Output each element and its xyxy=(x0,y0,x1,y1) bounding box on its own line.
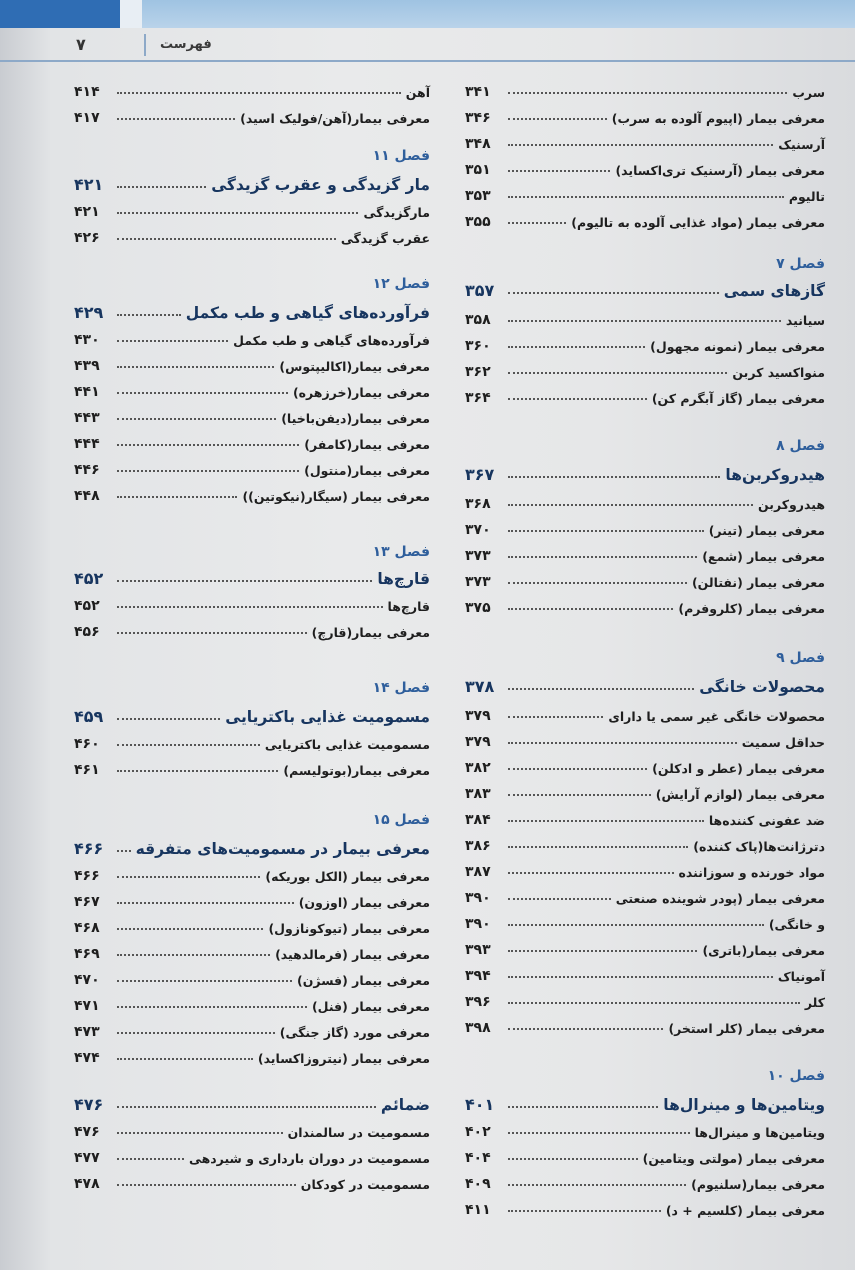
dot-leader xyxy=(117,314,181,316)
entry-title: معرفی بیمار(منتول) xyxy=(304,463,430,478)
entry-page-number: ۳۷۵ xyxy=(465,600,491,616)
toc-entry[interactable] xyxy=(74,1040,430,1066)
entry-title: معرفی بیمار(کامفر) xyxy=(304,437,430,452)
dot-leader xyxy=(117,496,237,498)
entry-page-number: ۳۴۶ xyxy=(465,110,491,126)
entry-title: محصولات خانگی xyxy=(699,678,825,696)
dot-leader xyxy=(508,688,694,690)
dot-leader xyxy=(508,716,603,718)
dot-leader xyxy=(117,340,228,342)
entry-title: معرفی بیمار(اکالیپتوس) xyxy=(279,359,430,374)
entry-title: ضمائم xyxy=(380,1096,430,1114)
entry-page-number: ۴۲۹ xyxy=(74,303,104,322)
dot-leader xyxy=(508,742,737,744)
entry-title: هیدروکربن‌ها xyxy=(725,466,825,484)
dot-leader xyxy=(117,118,235,120)
entry-page-number: ۴۲۶ xyxy=(74,230,100,246)
toc-entry[interactable] xyxy=(74,100,430,126)
dot-leader xyxy=(508,170,610,172)
entry-page-number: ۳۹۰ xyxy=(465,916,491,932)
entry-page-number: ۴۶۶ xyxy=(74,868,100,884)
entry-title: عقرب گزیدگی xyxy=(340,231,430,246)
dot-leader xyxy=(508,196,784,198)
entry-title: حداقل سمیت xyxy=(741,735,825,750)
entry-title: قارچ‌ها xyxy=(377,570,430,588)
toc-entry[interactable] xyxy=(465,984,825,1010)
dot-leader xyxy=(508,320,781,322)
toc-entry[interactable] xyxy=(465,802,825,828)
dot-leader xyxy=(508,398,647,400)
toc-entry[interactable] xyxy=(74,400,430,426)
chapter-label: فصل ۱۲ xyxy=(372,276,430,292)
toc-entry[interactable] xyxy=(74,936,430,962)
entry-page-number: ۴۰۹ xyxy=(465,1176,491,1192)
entry-page-number: ۳۷۳ xyxy=(465,548,491,564)
toc-entry[interactable] xyxy=(74,1114,430,1140)
dot-leader xyxy=(508,768,647,770)
entry-title: ضد عفونی کننده‌ها xyxy=(708,813,825,828)
toc-entry[interactable] xyxy=(465,564,825,590)
entry-page-number: ۴۷۱ xyxy=(74,998,100,1014)
toc-entry[interactable] xyxy=(465,1166,825,1192)
dot-leader xyxy=(117,876,260,878)
entry-title: معرفی بیمار (مولتی ویتامین) xyxy=(642,1151,825,1166)
dot-leader xyxy=(117,954,270,956)
dot-leader xyxy=(117,928,263,930)
dot-leader xyxy=(117,1106,376,1108)
entry-title: معرفی بیمار (کلر استخر) xyxy=(668,1021,825,1036)
top-band-gap xyxy=(120,0,142,28)
toc-entry[interactable] xyxy=(74,988,430,1014)
entry-page-number: ۳۶۴ xyxy=(465,390,491,406)
entry-page-number: ۴۵۹ xyxy=(74,707,104,726)
dot-leader xyxy=(508,118,607,120)
dot-leader xyxy=(508,292,719,294)
entry-title: مسمومیت در کودکان xyxy=(300,1177,430,1192)
entry-page-number: ۴۰۱ xyxy=(465,1095,495,1114)
dot-leader xyxy=(117,92,401,94)
toc-entry[interactable] xyxy=(74,614,430,640)
entry-title: معرفی بیمار (کلروفرم) xyxy=(678,601,825,616)
dot-leader xyxy=(117,1132,283,1134)
entry-title: معرفی بیمار (نیتروزاکساید) xyxy=(257,1051,430,1066)
entry-page-number: ۴۴۳ xyxy=(74,410,100,426)
entry-title: معرفی بیمار (کلسیم + د) xyxy=(665,1203,825,1218)
entry-title: مسمومیت غذایی باکتریایی xyxy=(225,708,430,726)
dot-leader xyxy=(508,1028,663,1030)
toc-chapter-heading[interactable] xyxy=(465,274,825,300)
dot-leader xyxy=(508,608,673,610)
dot-leader xyxy=(508,976,773,978)
toc-entry[interactable] xyxy=(465,178,825,204)
toc-entry[interactable] xyxy=(465,698,825,724)
toc-entry[interactable] xyxy=(465,328,825,354)
entry-page-number: ۳۶۸ xyxy=(465,496,491,512)
dot-leader xyxy=(508,556,697,558)
dot-leader xyxy=(508,530,704,532)
entry-title: معرفی بیمار در مسمومیت‌های متفرقه xyxy=(135,840,430,858)
toc-entry[interactable] xyxy=(465,354,825,380)
entry-page-number: ۴۷۸ xyxy=(74,1176,100,1192)
entry-page-number: ۴۱۷ xyxy=(74,110,100,126)
toc-entry[interactable] xyxy=(465,152,825,178)
toc-entry[interactable] xyxy=(74,194,430,220)
entry-page-number: ۴۴۶ xyxy=(74,462,100,478)
toc-entry[interactable] xyxy=(74,74,430,100)
entry-title: معرفی بیمار(قارچ) xyxy=(311,625,430,640)
chapter-label: فصل ۱۰ xyxy=(767,1068,825,1084)
entry-title: کلر xyxy=(804,995,825,1010)
entry-page-number: ۳۵۸ xyxy=(465,312,491,328)
dot-leader xyxy=(508,846,688,848)
entry-page-number: ۳۸۶ xyxy=(465,838,491,854)
toc-entry[interactable] xyxy=(74,588,430,614)
toc-entry[interactable] xyxy=(465,1010,825,1036)
toc-chapter-heading[interactable] xyxy=(465,1088,825,1114)
dot-leader xyxy=(117,580,372,582)
entry-page-number: ۳۷۸ xyxy=(465,677,495,696)
entry-title: آهن xyxy=(405,85,430,100)
entry-page-number: ۳۹۴ xyxy=(465,968,491,984)
entry-title: آمونیاک xyxy=(777,969,825,984)
header-title: فهرست xyxy=(160,37,212,52)
entry-page-number: ۳۵۳ xyxy=(465,188,491,204)
toc-entry[interactable] xyxy=(74,426,430,452)
entry-page-number: ۳۷۹ xyxy=(465,708,491,724)
toc-entry[interactable] xyxy=(74,322,430,348)
dot-leader xyxy=(508,950,697,952)
dot-leader xyxy=(117,444,299,446)
dot-leader xyxy=(117,418,276,420)
entry-page-number: ۳۵۷ xyxy=(465,281,495,300)
entry-page-number: ۴۷۰ xyxy=(74,972,100,988)
toc-chapter-heading[interactable] xyxy=(465,670,825,696)
toc-entry[interactable] xyxy=(465,906,825,932)
entry-title: مواد خورنده و سوزاننده xyxy=(678,865,825,880)
dot-leader xyxy=(117,212,358,214)
toc-chapter-heading[interactable] xyxy=(74,700,430,726)
entry-title: معرفی بیمار (لوازم آرایش) xyxy=(655,787,825,802)
entry-page-number: ۳۷۰ xyxy=(465,522,491,538)
chapter-label: فصل ۱۱ xyxy=(372,148,430,164)
entry-page-number: ۴۶۰ xyxy=(74,736,100,752)
toc-entry[interactable] xyxy=(74,374,430,400)
dot-leader xyxy=(117,366,274,368)
dot-leader xyxy=(117,1032,275,1034)
dot-leader xyxy=(508,1106,658,1108)
toc-entry[interactable] xyxy=(74,884,430,910)
entry-title: مسمومیت غذایی باکتریایی xyxy=(264,737,430,752)
dot-leader xyxy=(117,902,294,904)
entry-page-number: ۳۹۰ xyxy=(465,890,491,906)
entry-title: معرفی بیمار (الکل بوریکه) xyxy=(265,869,430,884)
entry-title: ویتامین‌ها و مینرال‌ها xyxy=(694,1125,825,1140)
entry-title: سرب xyxy=(792,85,825,100)
dot-leader xyxy=(117,744,260,746)
dot-leader xyxy=(117,392,288,394)
entry-title: معرفی بیمار(آهن/فولیک اسید) xyxy=(240,111,430,126)
dot-leader xyxy=(508,1184,686,1186)
dot-leader xyxy=(508,924,764,926)
toc-entry[interactable] xyxy=(74,962,430,988)
toc-entry[interactable] xyxy=(74,752,430,778)
entry-page-number: ۳۶۰ xyxy=(465,338,491,354)
toc-entry[interactable] xyxy=(465,1192,825,1218)
dot-leader xyxy=(508,476,720,478)
entry-page-number: ۴۶۹ xyxy=(74,946,100,962)
entry-page-number: ۴۱۱ xyxy=(465,1202,491,1218)
entry-title: هیدروکربن xyxy=(758,497,825,512)
entry-title: مسمومیت در سالمندان xyxy=(287,1125,430,1140)
chapter-label: فصل ۷ xyxy=(776,256,825,272)
entry-title: معرفی بیمار (نفتالن) xyxy=(691,575,825,590)
dot-leader xyxy=(117,186,206,188)
entry-title: معرفی بیمار(خرزهره) xyxy=(292,385,430,400)
toc-chapter-heading[interactable] xyxy=(74,296,430,322)
toc-entry[interactable] xyxy=(74,478,430,504)
entry-title: گازهای سمی xyxy=(723,282,825,300)
entry-title: معرفی بیمار(بوتولیسم) xyxy=(283,763,430,778)
chapter-label: فصل ۸ xyxy=(776,438,825,454)
dot-leader xyxy=(508,372,727,374)
dot-leader xyxy=(508,504,753,506)
dot-leader xyxy=(117,770,278,772)
entry-title: معرفی بیمار (شمع) xyxy=(702,549,825,564)
entry-page-number: ۳۷۳ xyxy=(465,574,491,590)
entry-title: مسمومیت در دوران بارداری و شیردهی xyxy=(188,1151,430,1166)
dot-leader xyxy=(117,238,336,240)
entry-page-number: ۴۷۳ xyxy=(74,1024,100,1040)
chapter-label: فصل ۱۳ xyxy=(372,544,430,560)
entry-title: معرفی بیمار (اپیوم آلوده به سرب) xyxy=(611,111,825,126)
toc-entry[interactable] xyxy=(465,486,825,512)
entry-title: معرفی بیمار (پودر شوینده صنعتی xyxy=(615,891,825,906)
entry-page-number: ۴۵۶ xyxy=(74,624,100,640)
entry-page-number: ۴۲۱ xyxy=(74,175,104,194)
toc-entry[interactable] xyxy=(74,910,430,936)
entry-page-number: ۴۴۴ xyxy=(74,436,100,452)
toc-entry[interactable] xyxy=(465,512,825,538)
toc-entry[interactable] xyxy=(74,220,430,246)
entry-page-number: ۴۷۶ xyxy=(74,1124,100,1140)
toc-entry[interactable] xyxy=(465,1140,825,1166)
dot-leader xyxy=(508,1210,661,1212)
toc-entry[interactable] xyxy=(465,590,825,616)
entry-title: معرفی بیمار (سیگار(نیکوتین)) xyxy=(242,489,430,504)
entry-title: معرفی بیمار (تینر) xyxy=(708,523,825,538)
toc-chapter-heading[interactable] xyxy=(74,832,430,858)
entry-title: معرفی بیمار (فنل) xyxy=(311,999,430,1014)
entry-title: قارچ‌ها xyxy=(387,599,430,614)
toc-entry[interactable] xyxy=(465,100,825,126)
entry-page-number: ۳۹۶ xyxy=(465,994,491,1010)
toc-entry[interactable] xyxy=(465,380,825,406)
dot-leader xyxy=(508,872,674,874)
chapter-label: فصل ۱۵ xyxy=(372,812,430,828)
entry-page-number: ۳۸۲ xyxy=(465,760,491,776)
dot-leader xyxy=(117,850,131,852)
dot-leader xyxy=(508,1158,638,1160)
entry-title: فرآورده‌های گیاهی و طب مکمل xyxy=(185,304,430,322)
entry-page-number: ۴۶۱ xyxy=(74,762,100,778)
entry-title: معرفی بیمار (نمونه مجهول) xyxy=(650,339,825,354)
header-separator xyxy=(144,34,146,56)
toc-entry[interactable] xyxy=(74,726,430,752)
toc-entry[interactable] xyxy=(74,452,430,478)
entry-page-number: ۴۴۸ xyxy=(74,488,100,504)
toc-entry[interactable] xyxy=(74,1140,430,1166)
entry-page-number: ۳۸۷ xyxy=(465,864,491,880)
toc-entry[interactable] xyxy=(465,776,825,802)
entry-page-number: ۳۸۳ xyxy=(465,786,491,802)
entry-title: دترژانت‌ها(پاک کننده) xyxy=(693,839,825,854)
entry-page-number: ۴۶۶ xyxy=(74,839,104,858)
entry-title: سیانید xyxy=(785,313,825,328)
page-header xyxy=(0,28,855,62)
dot-leader xyxy=(117,470,299,472)
entry-title: مار گزیدگی و عقرب گزیدگی xyxy=(211,176,430,194)
page-number: ۷ xyxy=(76,35,86,54)
dot-leader xyxy=(508,820,704,822)
entry-title: معرفی بیمار (اوزون) xyxy=(298,895,430,910)
toc-chapter-heading[interactable] xyxy=(74,1088,430,1114)
entry-title: و خانگی) xyxy=(768,917,825,932)
entry-title: محصولات خانگی غیر سمی یا دارای xyxy=(608,709,825,724)
dot-leader xyxy=(508,794,651,796)
dot-leader xyxy=(508,92,787,94)
toc-entry[interactable] xyxy=(465,1114,825,1140)
toc-entry[interactable] xyxy=(74,858,430,884)
dot-leader xyxy=(117,606,383,608)
entry-page-number: ۴۷۴ xyxy=(74,1050,100,1066)
toc-chapter-heading[interactable] xyxy=(74,562,430,588)
dot-leader xyxy=(117,718,220,720)
dot-leader xyxy=(117,1158,184,1160)
entry-title: معرفی بیمار (گاز آبگرم کن) xyxy=(651,391,825,406)
entry-title: معرفی بیمار (تیوکونازول) xyxy=(268,921,430,936)
dot-leader xyxy=(508,1002,800,1004)
chapter-label: فصل ۹ xyxy=(776,650,825,666)
toc-entry[interactable] xyxy=(465,724,825,750)
toc-entry[interactable] xyxy=(74,1166,430,1192)
entry-page-number: ۴۶۷ xyxy=(74,894,100,910)
dot-leader xyxy=(508,898,611,900)
entry-page-number: ۳۹۳ xyxy=(465,942,491,958)
entry-page-number: ۴۳۹ xyxy=(74,358,100,374)
entry-page-number: ۳۹۸ xyxy=(465,1020,491,1036)
entry-page-number: ۴۰۴ xyxy=(465,1150,491,1166)
dot-leader xyxy=(508,346,645,348)
entry-title: ویتامین‌ها و مینرال‌ها xyxy=(663,1096,825,1114)
chapter-label: فصل ۱۴ xyxy=(372,680,430,696)
entry-page-number: ۳۴۸ xyxy=(465,136,491,152)
dot-leader xyxy=(117,980,292,982)
entry-title: معرفی بیمار (آرسنیک تری‌اکساید) xyxy=(615,163,825,178)
entry-title: معرفی بیمار (عطر و ادکلن) xyxy=(652,761,825,776)
entry-title: معرفی بیمار (مواد غذایی آلوده به تالیوم) xyxy=(571,215,825,230)
entry-page-number: ۳۸۴ xyxy=(465,812,491,828)
entry-title: آرسنیک xyxy=(778,137,825,152)
entry-title: معرفی بیمار(سلنیوم) xyxy=(691,1177,825,1192)
top-dark-block xyxy=(0,0,120,28)
toc-entry[interactable] xyxy=(465,302,825,328)
toc-entry[interactable] xyxy=(465,204,825,230)
entry-page-number: ۴۱۴ xyxy=(74,84,100,100)
toc-entry[interactable] xyxy=(74,1014,430,1040)
dot-leader xyxy=(508,582,687,584)
dot-leader xyxy=(508,222,566,224)
toc-entry[interactable] xyxy=(465,828,825,854)
entry-title: معرفی بیمار(باتری) xyxy=(702,943,825,958)
entry-title: معرفی بیمار (فرمالدهید) xyxy=(275,947,430,962)
entry-page-number: ۳۴۱ xyxy=(465,84,491,100)
entry-page-number: ۴۴۱ xyxy=(74,384,100,400)
toc-chapter-heading[interactable] xyxy=(465,458,825,484)
entry-page-number: ۴۶۸ xyxy=(74,920,100,936)
entry-title: معرفی بیمار(دیفن‌باخیا) xyxy=(281,411,430,426)
toc-entry[interactable] xyxy=(465,126,825,152)
entry-page-number: ۳۶۲ xyxy=(465,364,491,380)
dot-leader xyxy=(508,1132,690,1134)
entry-title: تالیوم xyxy=(788,189,825,204)
toc-entry[interactable] xyxy=(465,880,825,906)
toc-entry[interactable] xyxy=(465,750,825,776)
toc-entry[interactable] xyxy=(465,74,825,100)
toc-entry[interactable] xyxy=(465,932,825,958)
toc-entry[interactable] xyxy=(465,538,825,564)
entry-title: منواکسید کربن xyxy=(732,365,825,380)
dot-leader xyxy=(117,1058,253,1060)
entry-page-number: ۳۷۹ xyxy=(465,734,491,750)
entry-page-number: ۴۷۶ xyxy=(74,1095,104,1114)
toc-chapter-heading[interactable] xyxy=(74,168,430,194)
entry-page-number: ۳۶۷ xyxy=(465,465,495,484)
entry-page-number: ۴۰۲ xyxy=(465,1124,491,1140)
dot-leader xyxy=(508,144,773,146)
entry-page-number: ۴۷۷ xyxy=(74,1150,100,1166)
entry-page-number: ۴۵۲ xyxy=(74,598,100,614)
entry-title: مارگزیدگی xyxy=(363,205,430,220)
entry-page-number: ۳۵۱ xyxy=(465,162,491,178)
toc-entry[interactable] xyxy=(74,348,430,374)
entry-page-number: ۴۲۱ xyxy=(74,204,100,220)
dot-leader xyxy=(117,632,307,634)
dot-leader xyxy=(117,1006,307,1008)
dot-leader xyxy=(117,1184,296,1186)
entry-page-number: ۴۳۰ xyxy=(74,332,100,348)
entry-title: معرفی مورد (گاز جنگی) xyxy=(279,1025,430,1040)
entry-title: معرفی بیمار (فسژن) xyxy=(297,973,430,988)
entry-title: فرآورده‌های گیاهی و طب مکمل xyxy=(233,333,430,348)
entry-page-number: ۳۵۵ xyxy=(465,214,491,230)
entry-page-number: ۴۵۲ xyxy=(74,569,104,588)
toc-entry[interactable] xyxy=(465,958,825,984)
toc-entry[interactable] xyxy=(465,854,825,880)
